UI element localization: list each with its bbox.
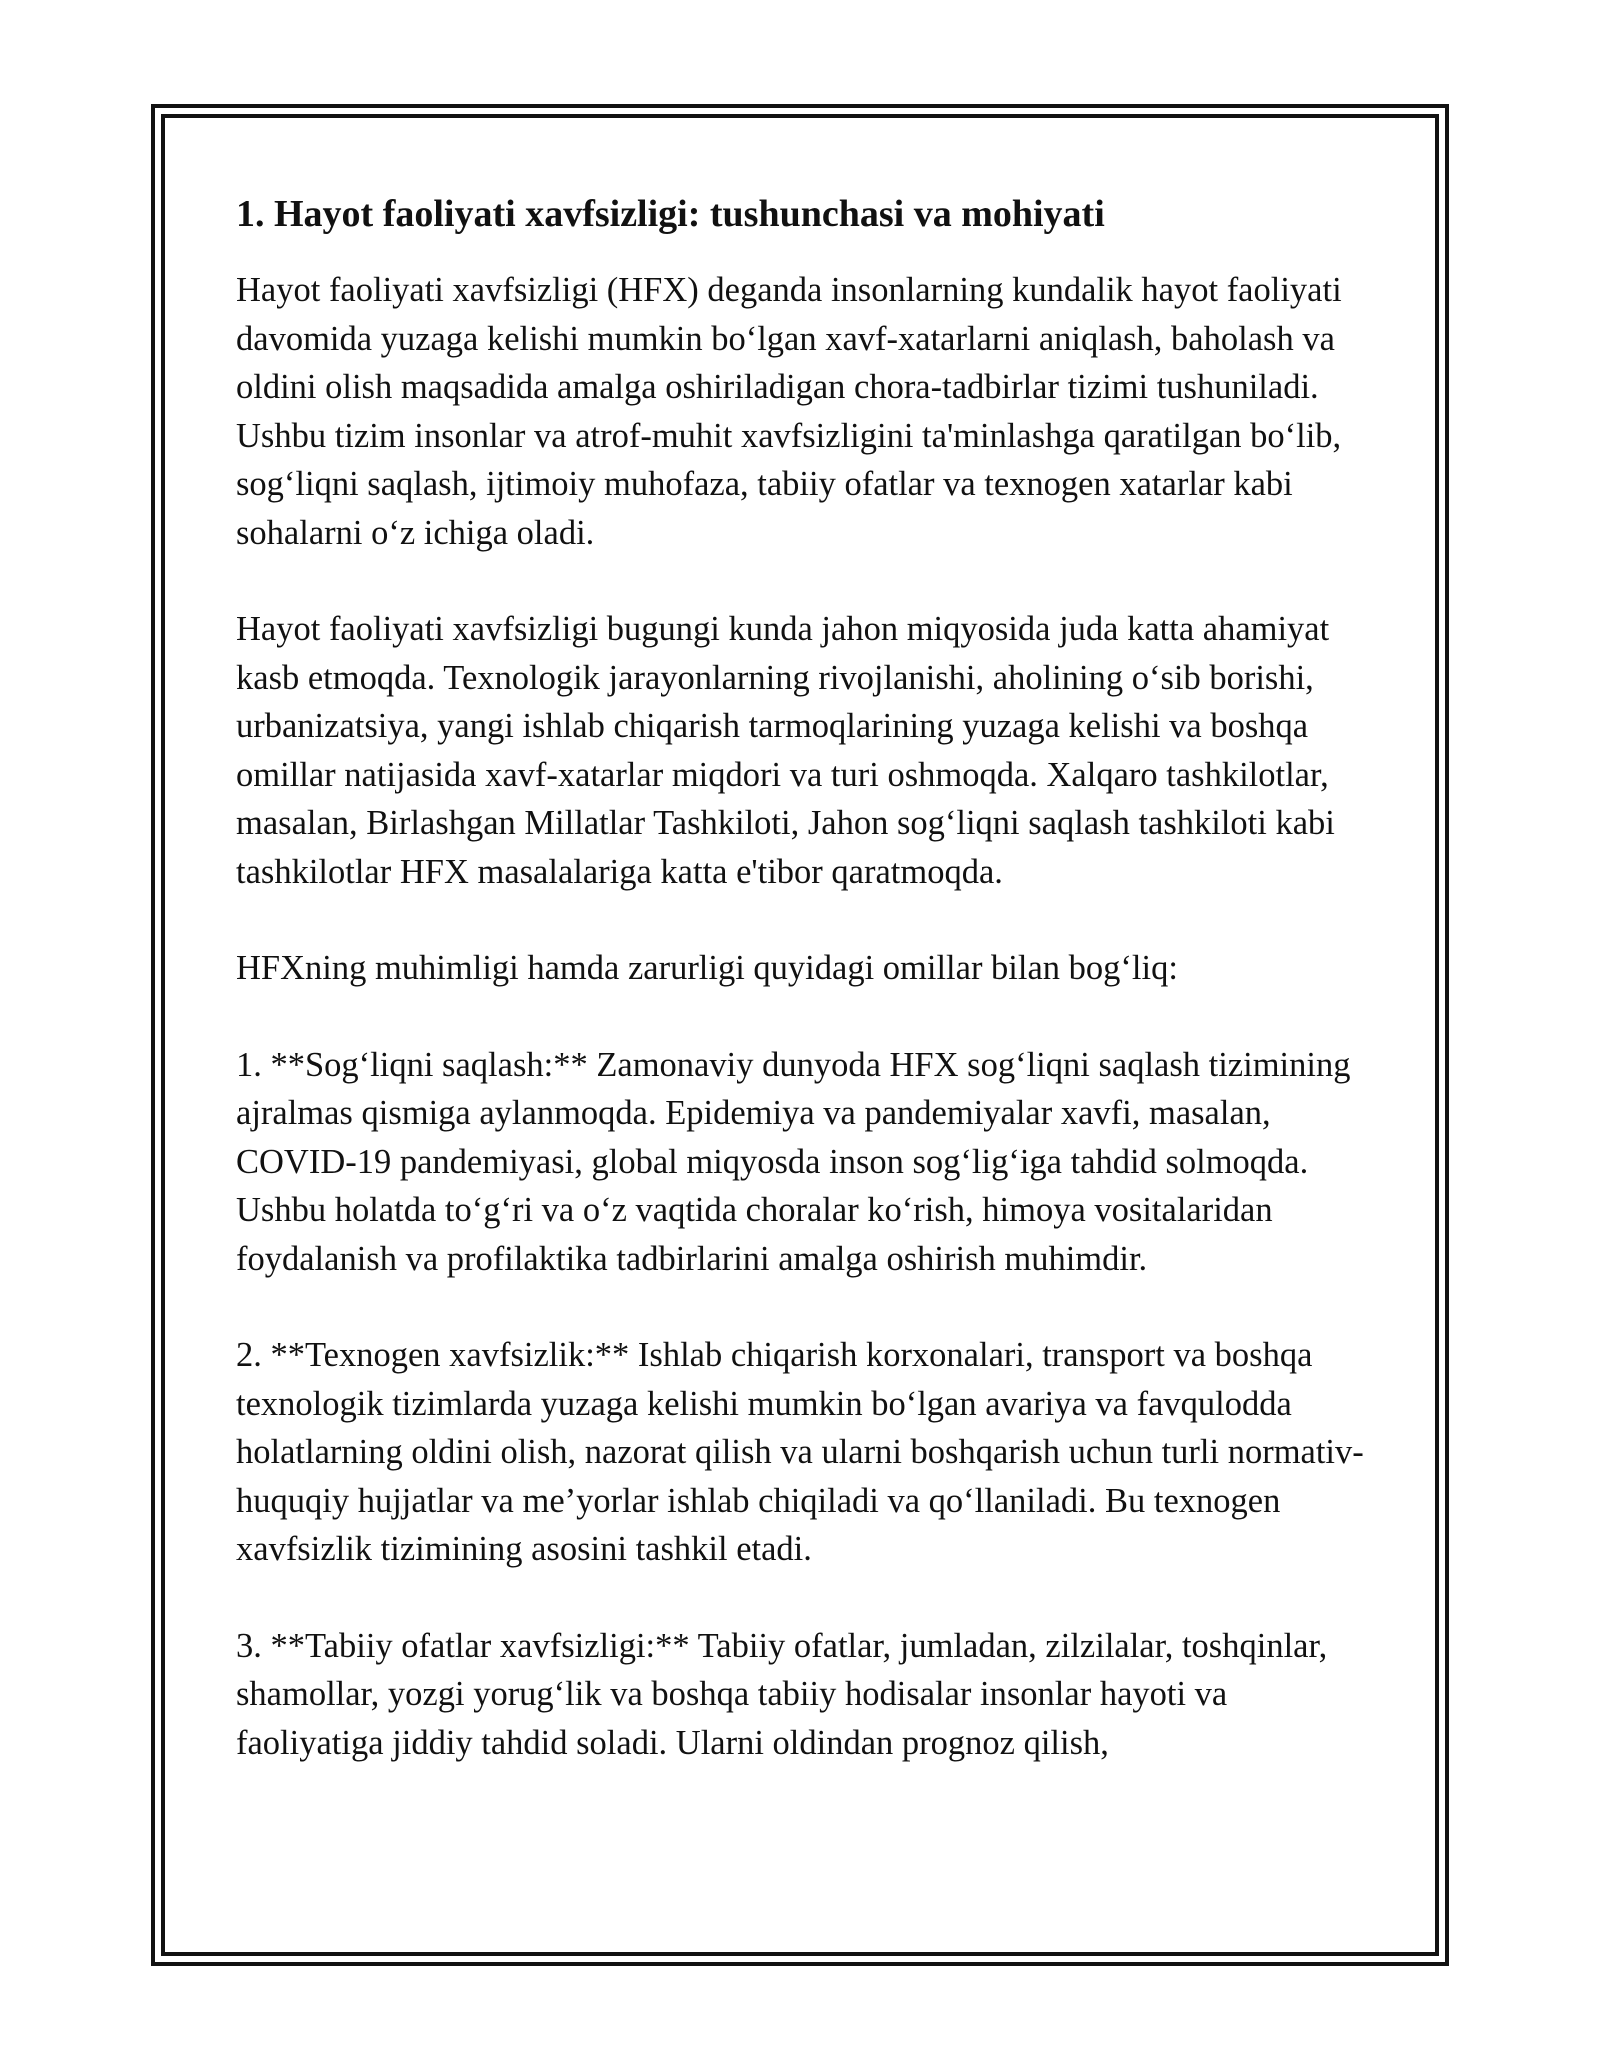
- document-body: [236, 188, 1366, 1815]
- list-item-health: 1. **Sog‘liqni saqlash:** Zamonaviy dunyoda HFX sog‘liqni saqlash tizimining ajralmas qismiga aylanmoqda. Epidemiya va pandemiyalar xavfi, masalan, COVID-19 pandemiyasi, global miqyosda inson sog‘lig‘iga tahdid solmoqda. Ushbu holatda to‘g‘ri va o‘z vaqtida choralar ko‘rish, himoya vositalaridan foydalanish va profilaktika tadbirlarini amalga oshirish muhimdir.: [236, 1045, 1351, 1278]
- paragraph-factors-intro: HFXning muhimligi hamda zarurligi quyidagi omillar bilan bog‘liq:: [236, 949, 1178, 987]
- list-item-technogenic: 2. **Texnogen xavfsizlik:** Ishlab chiqarish korxonalari, transport va boshqa texnologik tizimlarda yuzaga kelishi mumkin bo‘lgan avariya va favqulodda holatlarning oldini olish, nazorat qilish va ularni boshqarish uchun turli normativ-huquqiy hujjatlar va me’yorlar ishlab chiqiladi va qo‘llaniladi. Bu texnogen xavfsizlik tizimining asosini tashkil etadi.: [236, 1336, 1364, 1568]
- list-item-natural-disasters: 3. **Tabiiy ofatlar xavfsizligi:** Tabiiy ofatlar, jumladan, zilzilalar, toshqinlar, shamollar, yozgi yorug‘lik va boshqa tabiiy hodisalar insonlar hayoti va faoliyatiga jiddiy tahdid soladi. Ularni oldindan prognoz qilish,: [236, 1626, 1328, 1762]
- paragraph-importance: Hayot faoliyati xavfsizligi bugungi kunda jahon miqyosida juda katta ahamiyat kasb etmoqda. Texnologik jarayonlarning rivojlanishi, aholining o‘sib borishi, urbanizatsiya, yangi ishlab chiqarish tarmoqlarining yuzaga kelishi va boshqa omillar natijasida xavf-xatarlar miqdori va turi oshmoqda. Xalqaro tashkilotlar, masalan, Birlashgan Millatlar Tashkiloti, Jahon sog‘liqni saqlash tashkiloti kabi tashkilotlar HFX masalalariga katta e'tibor qaratmoqda.: [236, 610, 1335, 891]
- section-heading: 1. Hayot faoliyati xavfsizligi: tushunchasi va mohiyati: [236, 193, 1105, 235]
- paragraph-definition: Hayot faoliyati xavfsizligi (HFX) deganda insonlarning kundalik hayot faoliyati davomida yuzaga kelishi mumkin bo‘lgan xavf-xatarlarni aniqlash, baholash va oldini olish maqsadida amalga oshiriladigan chora-tadbirlar tizimi tushuniladi. Ushbu tizim insonlar va atrof-muhit xavfsizligini ta'minlashga qaratilgan bo‘lib, sog‘liqni saqlash, ijtimoiy muhofaza, tabiiy ofatlar va texnogen xatarlar kabi sohalarni o‘z ichiga oladi.: [236, 271, 1342, 552]
